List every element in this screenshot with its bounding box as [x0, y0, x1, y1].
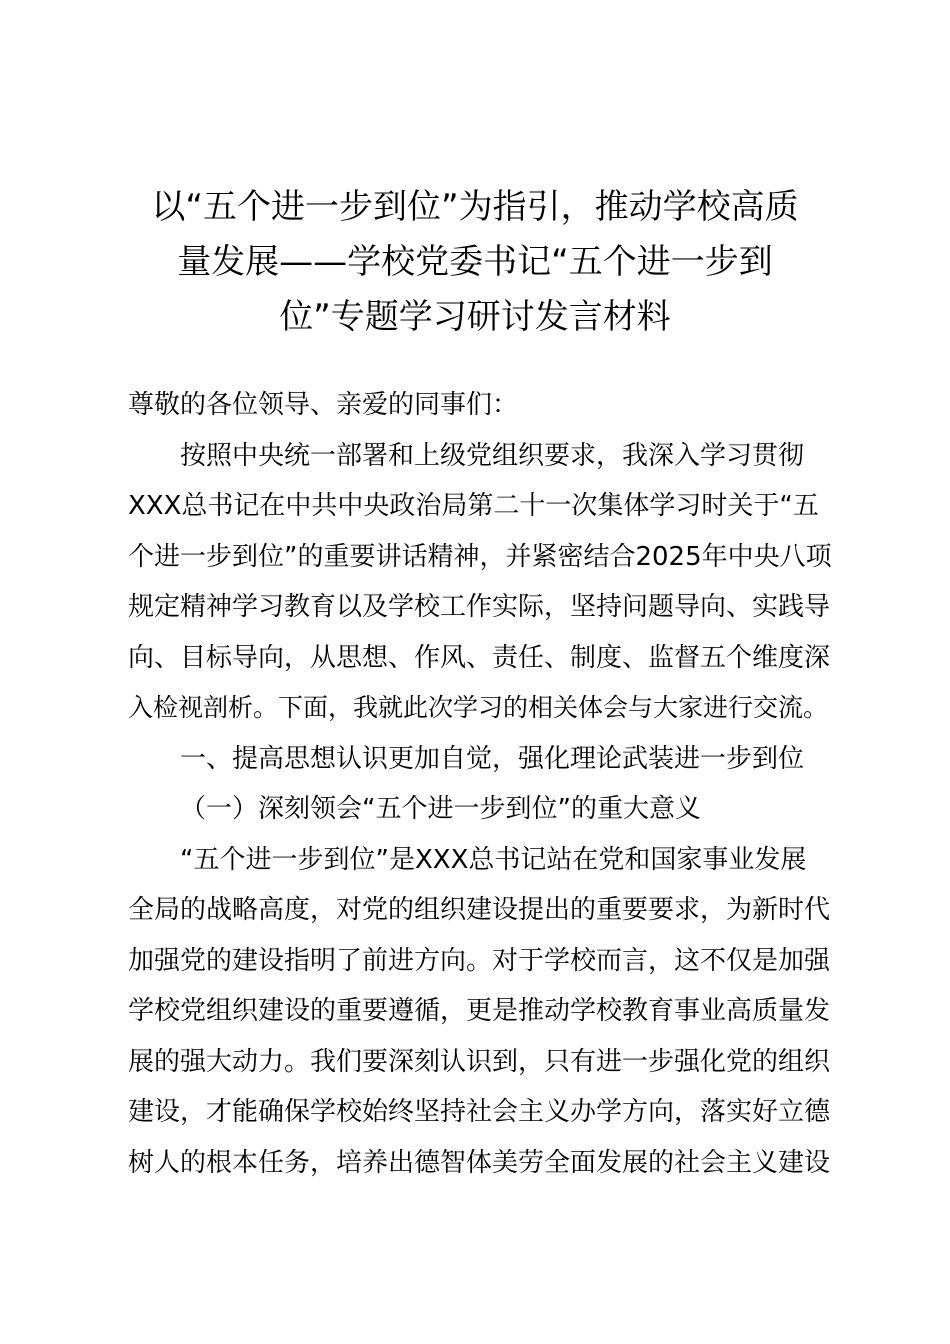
paragraph-2-line-1: “五个进一步到位”是XXX总书记站在党和国家事业发展	[180, 844, 807, 875]
paragraph-1-line-1: 按照中央统一部署和上级党组织要求，我深入学习贯彻	[180, 440, 805, 471]
document-title	[110, 180, 840, 345]
paragraph-2-line-7: 树人的根本任务，培养出德智体美劳全面发展的社会主义建设	[128, 1147, 831, 1178]
paragraph-1-line-3: 个进一步到位”的重要讲话精神，并紧密结合2025年中央八项	[128, 541, 832, 572]
paragraph-2-line-2: 全局的战略高度，对党的组织建设提出的重要要求，为新时代	[128, 895, 831, 925]
paragraph-1-line-4: 规定精神学习教育以及学校工作实际，坚持问题导向、实践导	[128, 592, 831, 622]
paragraph-1-line-5: 向、目标导向，从思想、作风、责任、制度、监督五个维度深	[128, 642, 831, 673]
salutation: 尊敬的各位领导、亲爱的同事们：	[128, 390, 519, 420]
title-line-1: 以“五个进一步到位”为指引，推动学校高质	[151, 187, 799, 227]
title-line-2: 量发展——学校党委书记“五个进一步到	[177, 242, 773, 282]
paragraph-2-line-4: 学校党组织建设的重要遵循，更是推动学校教育事业高质量发	[128, 996, 831, 1026]
paragraph-2-line-6: 建设，才能确保学校始终坚持社会主义办学方向，落实好立德	[128, 1097, 831, 1127]
paragraph-1-line-2: XXX总书记在中共中央政治局第二十一次集体学习时关于“五	[128, 491, 819, 521]
title-line-3: 位”专题学习研讨发言材料	[279, 297, 671, 337]
paragraph-1-line-6: 入检视剖析。下面，我就此次学习的相关体会与大家进行交流。	[128, 693, 829, 722]
subsection-heading-1: （一）深刻领会“五个进一步到位”的重大意义	[180, 794, 701, 824]
paragraph-2-line-3: 加强党的建设指明了前进方向。对于学校而言，这不仅是加强	[128, 945, 831, 976]
section-heading-1: 一、提高思想认识更加自觉，强化理论武装进一步到位	[180, 743, 805, 774]
document-body	[128, 380, 832, 1188]
paragraph-2-line-5: 展的强大动力。我们要深刻认识到，只有进一步强化党的组织	[128, 1046, 831, 1077]
